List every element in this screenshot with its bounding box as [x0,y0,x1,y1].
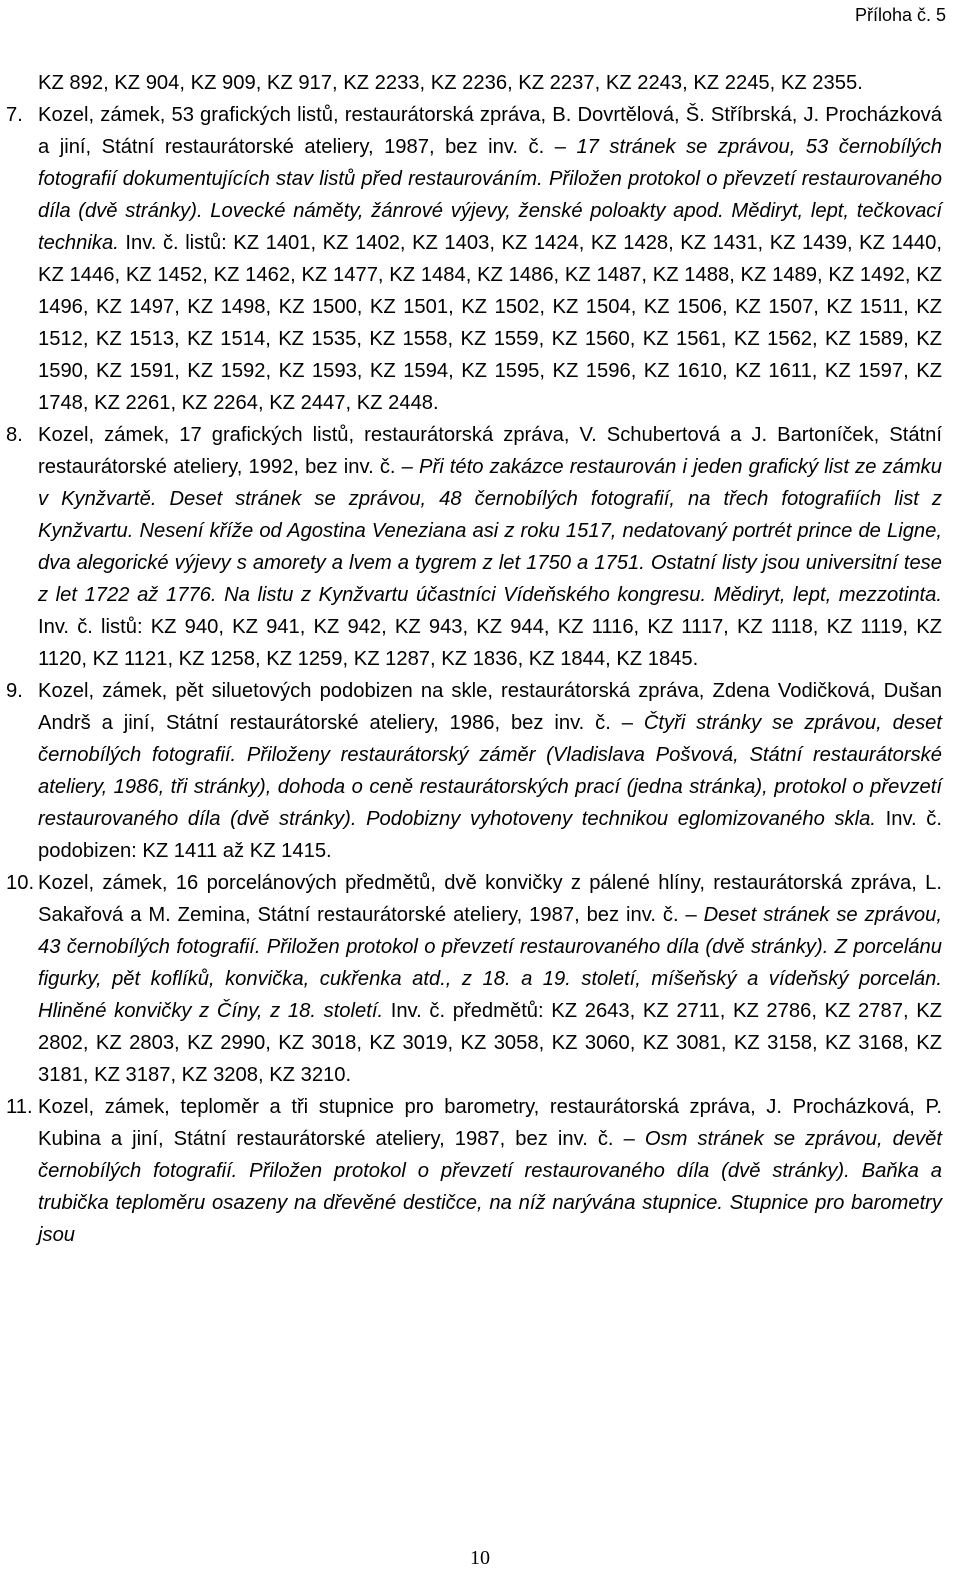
entry-text-segment: Kozel, zámek, 17 grafických listů, restaurátorská zpráva, V. Schubertová a J. Bartoníček, Státní restaurátorské ateliery, 1992, bez inv. č. – [38,424,942,478]
entry-text-segment-italic: Čtyři stránky se zprávou, deset černobílých fotografií. Přiloženy restaurátorský záměr (Vladislava Pošvová, Státní restaurátorské ateliery, 1986, tři stránky), dohoda o ceně restaurátorských prací (jedna stránka), protokol o převzetí restaurovaného díla (dvě stránky). Podobizny vyhotoveny technikou eglomizovaného skla. [38,712,942,830]
entry-text-segment: Inv. č. podobizen: KZ 1411 až KZ 1415. [38,808,942,862]
annex-label: Příloha č. 5 [854,5,946,25]
list-item-number: 10. [6,872,35,894]
entry-text-segment: Kozel, zámek, teploměr a tři stupnice pro barometry, restaurátorská zpráva, J. Procházková, P. Kubina a jiní, Státní restaurátorské ateliery, 1987, bez inv. č. – [38,1096,942,1150]
list-item [6,867,942,1091]
entry-text-segment: Inv. č. předmětů: KZ 2643, KZ 2711, KZ 2786, KZ 2787, KZ 2802, KZ 2803, KZ 2990, KZ 3018, KZ 3019, KZ 3058, KZ 3060, KZ 3081, KZ 3158, KZ 3168, KZ 3181, KZ 3187, KZ 3208, KZ 3210. [38,1000,942,1086]
list-item [6,1091,942,1251]
entry-text-segment-italic: 17 stránek se zprávou, 53 černobílých fotografií dokumentujících stav listů před restaurováním. Přiložen protokol o převzetí restaurovaného díla (dvě stránky). Lovecké náměty, žánrové výjevy, ženské poloakty apod. Mědiryt, lept, tečkovací technika. [38,136,942,254]
document-body [6,67,943,1251]
entry-text-segment: Kozel, zámek, 16 porcelánových předmětů, dvě konvičky z pálené hlíny, restaurátorská zpráva, L. Sakařová a M. Zemina, Státní restaurátorské ateliery, 1987, bez inv. č. – [38,872,942,926]
entry-text-segment-italic: Osm stránek se zprávou, devět černobílých fotografií. Přiložen protokol o převzetí restaurovaného díla (dvě stránky). Baňka a trubička teploměru osazeny na dřevěné destičce, na níž narývána stupnice. Stupnice pro barometry jsou [38,1128,942,1246]
entry-text-segment-italic: Při této zakázce restaurován i jeden grafický list ze zámku v Kynžvartě. Deset stránek se zprávou, 48 černobílých fotografií, na třech fotografiích list z Kynžvartu. Nesení kříže od Agostina Veneziana asi z roku 1517, nedatovaný portrét prince de Ligne, dva alegorické výjevy s amorety a lvem a tygrem z let 1750 a 1751. Ostatní listy jsou universitní tese z let 1722 až 1776. Na listu z Kynžvartu účastníci Vídeňského kongresu. Mědiryt, lept, mezzotinta. [38,456,943,606]
list-item [6,419,943,675]
list-item-number: 11. [6,1096,33,1118]
list-item-number: 8. [6,424,23,446]
entry-text-segment: Kozel, zámek, pět siluetových podobizen na skle, restaurátorská zpráva, Zdena Vodičková, Dušan Andrš a jiní, Státní restaurátorské ateliery, 1986, bez inv. č. – [38,680,942,734]
list-item [6,99,942,419]
page-number: 10 [470,1547,490,1569]
list-item [38,67,942,99]
list-item-number: 7. [6,104,23,126]
entry-text-segment-italic: Deset stránek se zprávou, 43 černobílých fotografií. Přiložen protokol o převzetí restaurovaného díla (dvě stránky). Z porcelánu figurky, pět koflíků, konvička, cukřenka atd., z 18. a 19. století, míšeňský a vídeňský porcelán. Hliněné konvičky z Číny, z 18. století. [38,904,942,1022]
entry-text-segment: Kozel, zámek, 53 grafických listů, restaurátorská zpráva, B. Dovrtělová, Š. Stříbrská, J. Procházková a jiní, Státní restaurátorské ateliery, 1987, bez inv. č. – [38,104,942,158]
entry-text-segment: Inv. č. listů: KZ 940, KZ 941, KZ 942, KZ 943, KZ 944, KZ 1116, KZ 1117, KZ 1118, KZ 1119, KZ 1120, KZ 1121, KZ 1258, KZ 1259, KZ 1287, KZ 1836, KZ 1844, KZ 1845. [38,616,942,670]
entry-text-segment: KZ 892, KZ 904, KZ 909, KZ 917, KZ 2233, KZ 2236, KZ 2237, KZ 2243, KZ 2245, KZ 2355. [38,72,863,94]
entry-text-segment: Inv. č. listů: KZ 1401, KZ 1402, KZ 1403, KZ 1424, KZ 1428, KZ 1431, KZ 1439, KZ 1440, KZ 1446, KZ 1452, KZ 1462, KZ 1477, KZ 1484, KZ 1486, KZ 1487, KZ 1488, KZ 1489, KZ 1492, KZ 1496, KZ 1497, KZ 1498, KZ 1500, KZ 1501, KZ 1502, KZ 1504, KZ 1506, KZ 1507, KZ 1511, KZ 1512, KZ 1513, KZ 1514, KZ 1535, KZ 1558, KZ 1559, KZ 1560, KZ 1561, KZ 1562, KZ 1589, KZ 1590, KZ 1591, KZ 1592, KZ 1593, KZ 1594, KZ 1595, KZ 1596, KZ 1610, KZ 1611, KZ 1597, KZ 1748, KZ 2261, KZ 2264, KZ 2447, KZ 2448. [38,232,942,414]
list-item [6,675,942,867]
list-item-number: 9. [6,680,23,702]
